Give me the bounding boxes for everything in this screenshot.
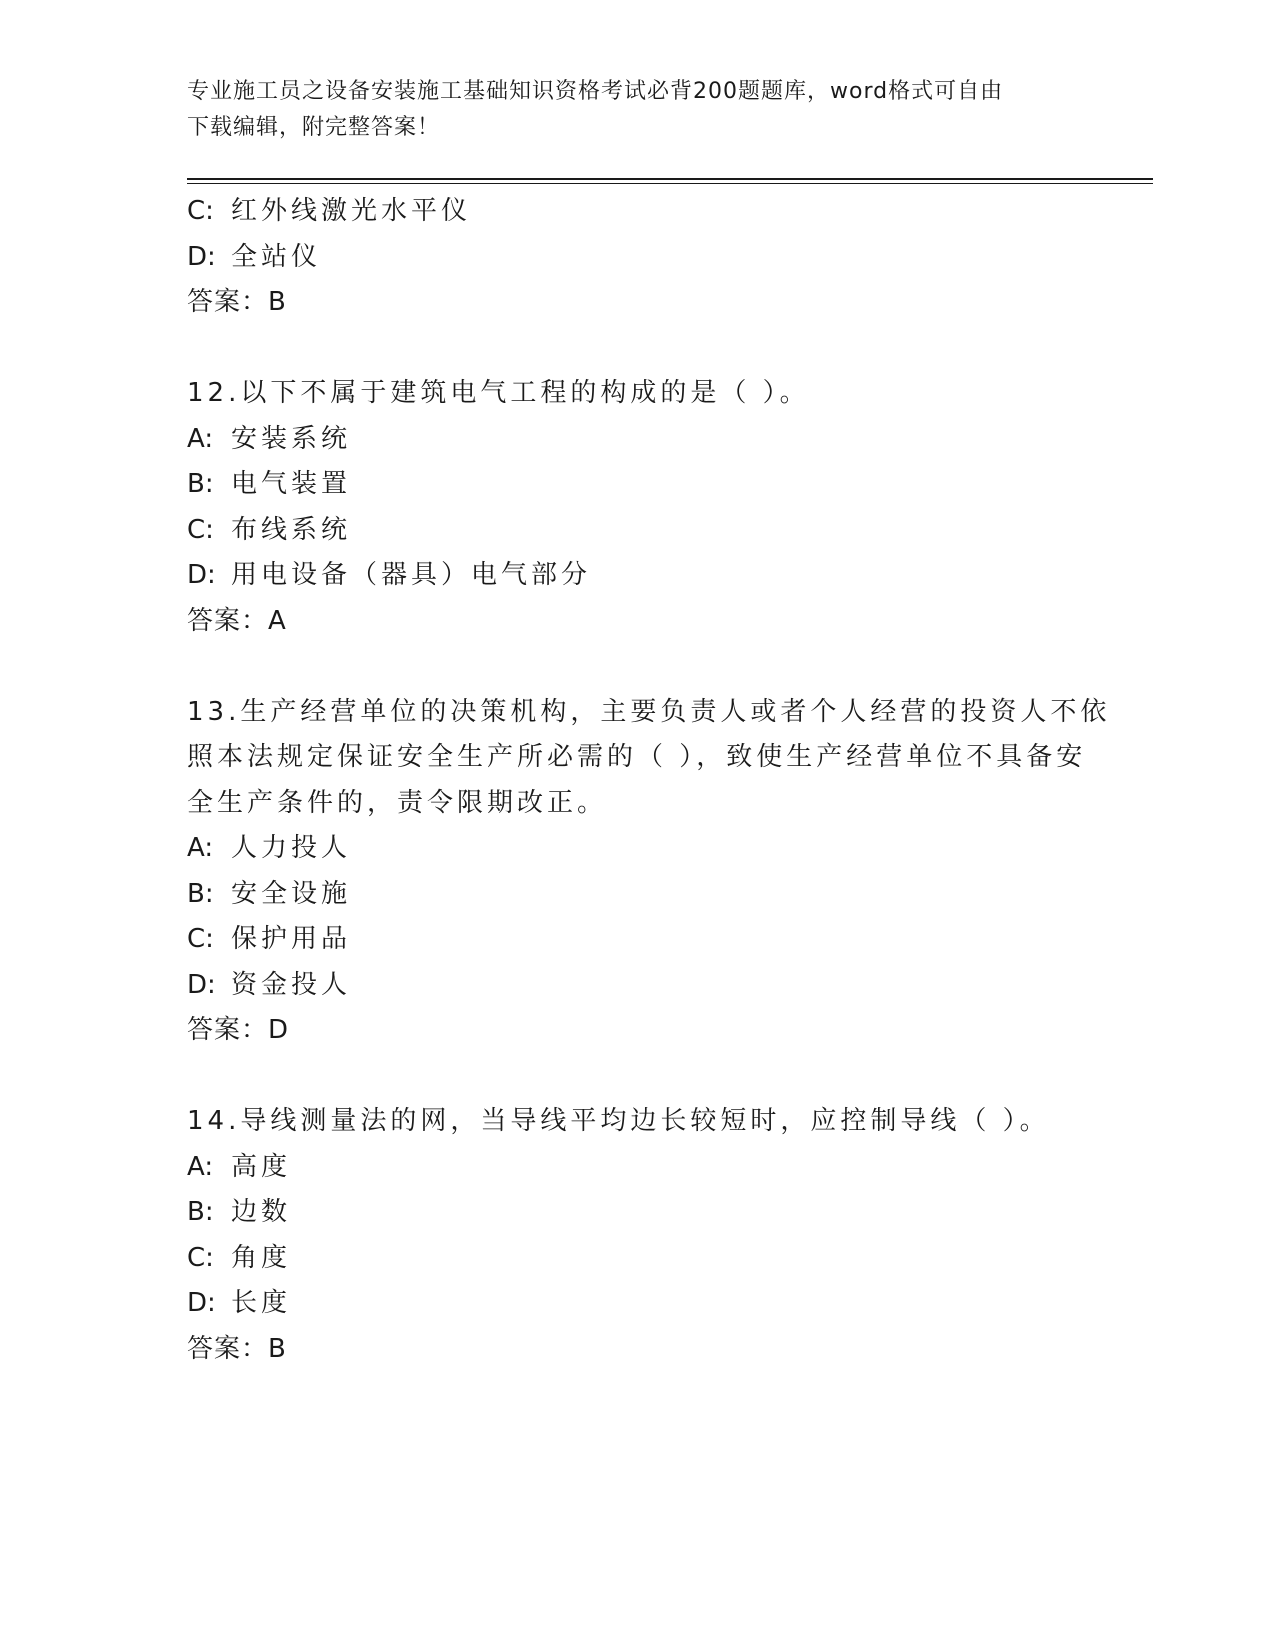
answer-line: 答案：D — [187, 1015, 290, 1045]
spacer — [187, 326, 1087, 372]
option-text: 边数 — [231, 1197, 292, 1227]
question-text: 12.以下不属于建筑电气工程的构成的是（ ）。 — [187, 378, 810, 408]
option-text: 长度 — [231, 1288, 292, 1318]
option-text: 用电设备（器具）电气部分 — [231, 560, 592, 590]
option-label: A: — [187, 1151, 214, 1182]
question-text-line: 全生产条件的，责令限期改正。 — [187, 787, 608, 818]
option-row — [187, 462, 1087, 508]
option-label: C: — [187, 1242, 214, 1273]
option-row — [187, 1145, 1087, 1191]
question-text-line: 13.生产经营单位的决策机构，主要负责人或者个人经营的投资人不依 — [187, 696, 1111, 727]
option-text: 高度 — [231, 1151, 292, 1182]
answer-line: 答案：A — [187, 605, 287, 636]
option-label: A: — [187, 423, 214, 454]
option-label: D: — [187, 241, 216, 272]
option-row — [187, 1190, 1087, 1236]
option-row — [187, 1236, 1087, 1282]
option-row — [187, 872, 1087, 918]
header-line-1: 专业施工员之设备安装施工基础知识资格考试必背200题题库，word格式可自由 — [187, 79, 1004, 104]
option-label: B: — [187, 1197, 214, 1227]
question-block-13 — [187, 690, 1111, 1054]
option-row — [187, 917, 1087, 963]
option-text: 人力投人 — [231, 833, 352, 863]
spacer — [187, 644, 1087, 690]
option-label: B: — [187, 878, 214, 909]
option-row — [187, 1281, 1087, 1327]
option-row — [187, 963, 1087, 1009]
option-row — [187, 189, 1087, 235]
prev-question-block — [187, 189, 1087, 326]
option-row — [187, 826, 1087, 872]
option-text: 电气装置 — [231, 469, 352, 499]
spacer — [187, 1054, 1087, 1100]
option-label: C: — [187, 924, 214, 954]
question-text-line: 照本法规定保证安全生产所必需的（ ），致使生产经营单位不具备安 — [187, 742, 1087, 772]
option-text: 布线系统 — [231, 514, 352, 545]
option-label: D: — [187, 969, 216, 1000]
answer-line: 答案：B — [187, 287, 287, 317]
option-label: A: — [187, 833, 214, 863]
option-label: D: — [187, 1288, 216, 1318]
option-text: 安装系统 — [231, 423, 352, 454]
option-text: 全站仪 — [231, 241, 322, 272]
option-text: 保护用品 — [231, 924, 352, 954]
question-block-12 — [187, 371, 1087, 644]
option-row — [187, 553, 1087, 599]
option-label: B: — [187, 469, 214, 499]
question-text: 14.导线测量法的网，当导线平均边长较短时，应控制导线（ ）。 — [187, 1106, 1050, 1136]
option-text: 安全设施 — [231, 878, 352, 909]
option-text: 红外线激光水平仪 — [231, 196, 472, 226]
answer-line: 答案：B — [187, 1333, 287, 1364]
question-block-14 — [187, 1099, 1087, 1372]
option-label: C: — [187, 196, 214, 226]
option-row — [187, 235, 1087, 281]
option-text: 角度 — [231, 1242, 292, 1273]
question-content — [187, 189, 1111, 1372]
option-row — [187, 417, 1087, 463]
option-label: D: — [187, 560, 216, 590]
header-rule-thin — [187, 183, 1153, 184]
header-rule-thick — [187, 178, 1153, 180]
option-label: C: — [187, 514, 214, 545]
document-header — [187, 74, 1087, 146]
option-text: 资金投人 — [231, 969, 352, 1000]
option-row — [187, 508, 1087, 554]
header-line-2: 下载编辑，附完整答案！ — [187, 115, 441, 140]
